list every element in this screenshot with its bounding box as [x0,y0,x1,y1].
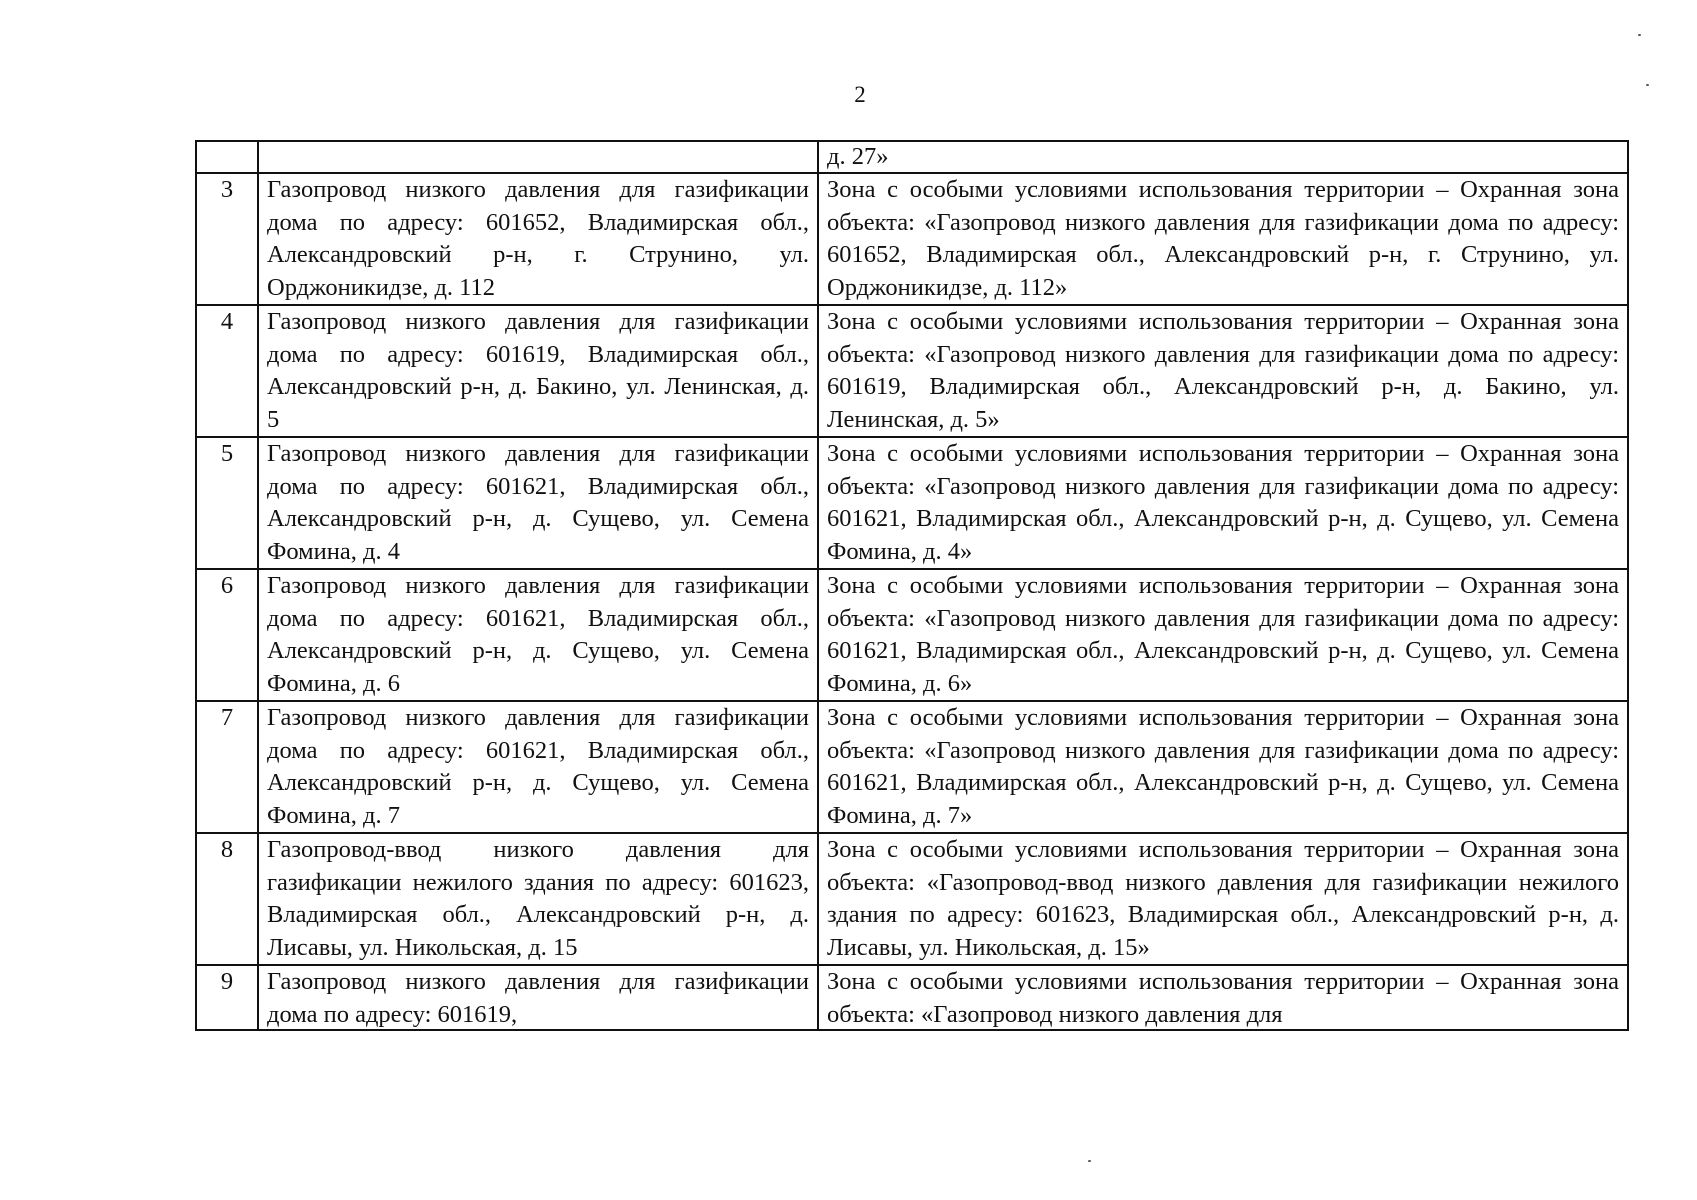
object-cell: Газопровод низкого давления для газификации дома по адресу: 601619, Владимирская обл., Александровский р-н, д. Бакино, ул. Ленинская, д. 5 [258,305,818,437]
object-cell: Газопровод низкого давления для газификации дома по адресу: 601621, Владимирская обл., Александровский р-н, д. Сущево, ул. Семена Фомина, д. 4 [258,437,818,569]
zone-cell [818,965,1628,1030]
table-row [196,305,1628,437]
table-row [196,173,1628,305]
row-number-cell [196,141,258,173]
row-number-cell: 7 [196,701,258,833]
object-cell: Газопровод низкого давления для газификации дома по адресу: 601621, Владимирская обл., Александровский р-н, д. Сущево, ул. Семена Фомина, д. 7 [258,701,818,833]
scan-speck [1646,84,1649,86]
object-cell-text: Газопровод низкого давления для газификации дома по адресу: 601619, [267,968,809,1028]
zone-cell: Зона с особыми условиями использования территории – Охранная зона объекта: «Газопровод низкого давления для газификации дома по адресу: 601621, Владимирская обл., Александровский р-н, д. Сущево, ул. Семена Фомина, д. 4» [818,437,1628,569]
zone-cell: Зона с особыми условиями использования территории – Охранная зона объекта: «Газопровод низкого давления для газификации дома по адресу: 601621, Владимирская обл., Александровский р-н, д. Сущево, ул. Семена Фомина, д. 7» [818,701,1628,833]
table-row-partial [196,965,1628,1030]
table-row [196,569,1628,701]
page-number: 2 [854,82,866,107]
zone-cell: д. 27» [818,141,1628,173]
zone-cell: Зона с особыми условиями использования территории – Охранная зона объекта: «Газопровод низкого давления для газификации дома по адресу: 601621, Владимирская обл., Александровский р-н, д. Сущево, ул. Семена Фомина, д. 6» [818,569,1628,701]
row-number-cell: 6 [196,569,258,701]
zone-cell: Зона с особыми условиями использования территории – Охранная зона объекта: «Газопровод-ввод низкого давления для газификации нежилого здания по адресу: 601623, Владимирская обл., Александровский р-н, д. Лисавы, ул. Никольская, д. 15» [818,833,1628,965]
row-number-cell: 5 [196,437,258,569]
table-row [196,437,1628,569]
object-cell: Газопровод низкого давления для газификации дома по адресу: 601652, Владимирская обл., Александровский р-н, г. Струнино, ул. Орджоникидзе, д. 112 [258,173,818,305]
table-row-continuation [196,141,1628,173]
object-cell: Газопровод-ввод низкого давления для газификации нежилого здания по адресу: 601623, Владимирская обл., Александровский р-н, д. Лисавы, ул. Никольская, д. 15 [258,833,818,965]
table-row [196,701,1628,833]
protection-zones-table [195,140,1629,1031]
table-row [196,833,1628,965]
row-number-cell: 8 [196,833,258,965]
object-cell: Газопровод низкого давления для газификации дома по адресу: 601621, Владимирская обл., Александровский р-н, д. Сущево, ул. Семена Фомина, д. 6 [258,569,818,701]
row-number-cell: 9 [196,965,258,1030]
scan-speck [1088,1160,1091,1162]
zone-cell: Зона с особыми условиями использования территории – Охранная зона объекта: «Газопровод низкого давления для газификации дома по адресу: 601619, Владимирская обл., Александровский р-н, д. Бакино, ул. Ленинская, д. 5» [818,305,1628,437]
object-cell [258,965,818,1030]
scan-speck [1638,34,1641,36]
row-number-cell: 4 [196,305,258,437]
zone-cell: Зона с особыми условиями использования территории – Охранная зона объекта: «Газопровод низкого давления для газификации дома по адресу: 601652, Владимирская обл., Александровский р-н, г. Струнино, ул. Орджоникидзе, д. 112» [818,173,1628,305]
object-cell [258,141,818,173]
row-number-cell: 3 [196,173,258,305]
zone-cell-text: Зона с особыми условиями использования территории – Охранная зона объекта: «Газопровод низкого давления для [827,968,1619,1028]
